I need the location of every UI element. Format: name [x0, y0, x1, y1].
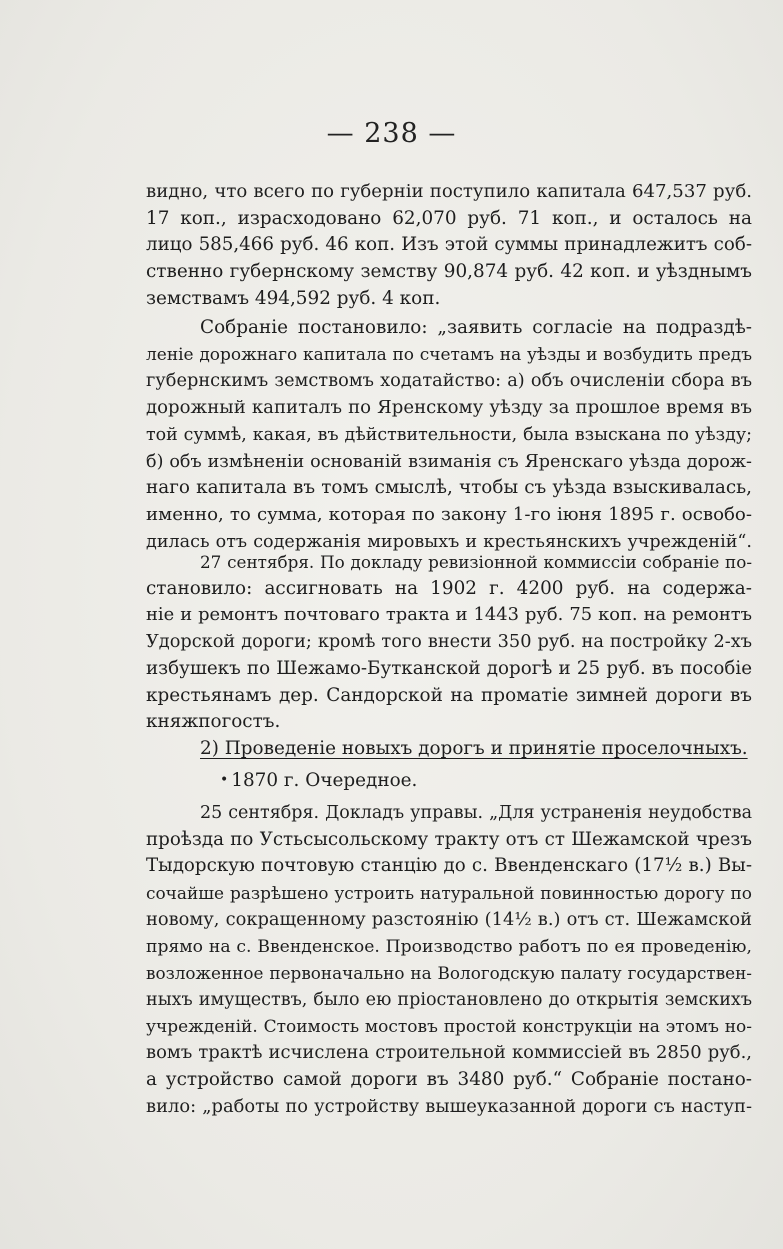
bullet-icon: • — [220, 772, 229, 788]
page-number: — 238 — — [326, 118, 457, 149]
text-line: возложенное первоначально на Вологодскую палату государствен- — [146, 963, 752, 984]
text-line: земствамъ 494,592 руб. 4 коп. — [146, 287, 441, 309]
section-subtitle-block — [146, 767, 752, 795]
text-line: вомъ трактѣ исчислена строительной коммиссіей въ 2850 руб., — [146, 1042, 752, 1064]
paragraph-september-27 — [146, 549, 752, 736]
text-line: а устройство самой дороги въ 3480 руб.“ Собраніе постано- — [146, 1069, 752, 1091]
text-line: б) объ измѣненіи основаній взиманія съ Яренскаго уѣзда дорож- — [146, 451, 752, 472]
text-line: именно, то сумма, которая по закону 1-го іюня 1895 г. освобо- — [146, 503, 752, 525]
text-line: избушекъ по Шежамо-Бутканской дорогѣ и 25 руб. въ пособіе — [146, 657, 752, 679]
text-line: крестьянамъ дер. Сандорской на проматіе зимней дороги въ — [146, 684, 752, 706]
section-heading-text: 2) Проведеніе новыхъ дорогъ и принятіе проселочныхъ. — [200, 738, 748, 759]
text-line: прямо на с. Ввенденское. Производство работъ по ея проведенію, — [146, 936, 752, 957]
text-line: Собраніе постановило: „заявить согласіе на подраздѣ- — [200, 317, 752, 338]
text-line: дилась отъ содержанія мировыхъ и крестьянскихъ учрежденій“. — [146, 531, 752, 552]
text-line: 27 сентября. По докладу ревизіонной коммиссіи собраніе по- — [200, 552, 752, 572]
paragraph-assembly-resolution — [146, 315, 752, 555]
paragraph-capital-summary — [146, 179, 752, 313]
section-subtitle — [146, 767, 752, 795]
text-line: учрежденій. Стоимость мостовъ простой конструкціи на этомъ но- — [146, 1016, 752, 1037]
text-line: лицо 585,466 руб. 46 коп. Изъ этой суммы принадлежитъ соб- — [146, 234, 752, 256]
text-line: той суммѣ, какая, въ дѣйствительности, была взыскана по уѣзду; — [146, 424, 752, 445]
text-line: княжпогостъ. — [146, 711, 281, 733]
text-line: губернскимъ земствомъ ходатайство: а) объ очисленіи сбора въ — [146, 370, 752, 392]
text-line: 25 сентября. Докладъ управы. „Для устраненія неудобства — [200, 803, 752, 823]
section-subtitle-text: 1870 г. Очередное. — [231, 770, 418, 791]
text-line: ственно губернскому земству 90,874 руб. 42 коп. и уѣзднымъ — [146, 261, 752, 283]
text-line: ніе и ремонтъ почтоваго тракта и 1443 руб. 75 коп. на ремонтъ — [146, 604, 752, 626]
text-line: дорожный капиталъ по Яренскому уѣзду за прошлое время въ — [146, 397, 752, 419]
text-line: леніе дорожнаго капитала по счетамъ на уѣзды и возбудить предъ — [146, 344, 752, 365]
text-line: вило: „работы по устройству вышеуказанной дороги съ наступ- — [146, 1095, 752, 1117]
paragraph-september-25 — [146, 800, 752, 1120]
text-line: новому, сокращенному разстоянію (14½ в.) отъ ст. Шежамской — [146, 908, 752, 930]
text-line: видно, что всего по губерніи поступило капитала 647,537 руб. — [146, 181, 752, 202]
text-line: Тыдорскую почтовую станцію до с. Ввенденскаго (17½ в.) Вы- — [146, 855, 752, 877]
text-line: 17 коп., израсходовано 62,070 руб. 71 коп., и осталось на — [146, 207, 752, 229]
text-line: ныхъ имуществъ, было ею пріостановлено до открытія земскихъ — [146, 989, 752, 1010]
text-line: наго капитала въ томъ смыслѣ, чтобы съ уѣзда взыскивалась, — [146, 477, 752, 499]
text-line: Удорской дороги; кромѣ того внести 350 руб. на постройку 2-хъ — [146, 632, 752, 653]
text-line: становило: ассигновать на 1902 г. 4200 руб. на содержа- — [146, 577, 752, 599]
text-line: сочайше разрѣшено устроить натуральной повинностью дорогу по — [146, 883, 752, 904]
section-heading — [146, 736, 752, 763]
text-line: проѣзда по Устьсысольскому тракту отъ ст Шежамской чрезъ — [146, 828, 752, 850]
